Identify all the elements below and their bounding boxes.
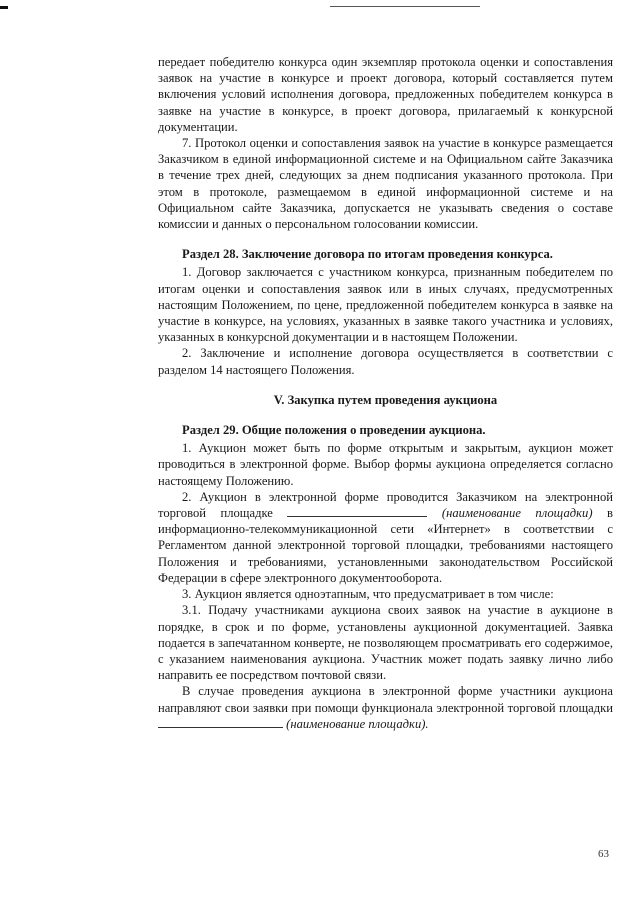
paragraph-continuation: передает победителю конкурса один экземпляр протокола оценки и сопоставления заявок на участие в конкурсе и проект договора, который составляется путем включения условий исполнения договора, предложенных победителем конкурса в заявке на участие в конкурсе, в проект договора, прилагаемый к конкурсной документации. — [158, 55, 613, 134]
electronic-form-paragraph — [158, 683, 613, 732]
item-2-text-end: в информационно-телекоммуникационной сети «Интернет» в соответствии с Регламентом данной электронной торговой площадки, требованиями настоящего Положения и требованиями, установленными законодательством Российской Федерации в сфере электронного документооборота. — [158, 506, 613, 585]
paragraph-7: 7. Протокол оценки и сопоставления заявок на участие в конкурсе размещается Заказчиком в единой информационной системе и на Официальном сайте Заказчика в течение трех дней, следующих за днем подписания указанного протокола. При этом в протоколе, размещаемом в единой информационной системе и на Официальном сайте Заказчика, допускается не указывать сведения о составе комиссии и данных о персональном голосовании комиссии. — [158, 136, 613, 232]
section-29-item-3: 3. Аукцион является одноэтапным, что предусматривает в том числе: — [182, 587, 554, 602]
page-number: 63 — [598, 848, 609, 860]
chapter-5-heading: V. Закупка путем проведения аукциона — [273, 392, 498, 407]
placeholder-platform-name-2: (наименование площадки). — [286, 716, 429, 731]
document-body — [158, 54, 613, 732]
section-28-item-2: 2. Заключение и исполнение договора осуществляется в соответствии с разделом 14 настоящего Положения. — [158, 346, 613, 377]
section-29-item-2 — [158, 489, 613, 586]
blank-line — [158, 716, 283, 728]
placeholder-platform-name: (наименование площадки) — [441, 506, 593, 521]
section-29-item-1: 1. Аукцион может быть по форме открытым и закрытым, аукцион может проводиться в электронной форме. Выбор формы аукциона определяется согласно настоящему Положению. — [158, 441, 613, 488]
item-2-text-start: 2. Аукцион в электронной форме проводится Заказчиком на электронной торговой площадке — [158, 489, 613, 521]
scan-edge-mark — [0, 6, 8, 9]
electronic-text-start: В случае проведения аукциона в электронной форме участники аукциона направляют свои заявки при помощи функционала электронной торговой площадки — [158, 684, 613, 715]
section-28-heading: Раздел 28. Заключение договора по итогам проведения конкурса. — [182, 247, 553, 262]
section-29-item-3-1: 3.1. Подачу участниками аукциона своих заявок на участие в аукционе в порядке, в срок и по форме, установлены аукционной документацией. Заявка подается в запечатанном конверте, не позволяющем просматривать его содержимое, с указанием наименования аукциона. Участник может подать заявку лично либо направить ее посредством почтовой связи. — [158, 603, 613, 683]
section-29-heading: Раздел 29. Общие положения о проведении аукциона. — [182, 423, 486, 438]
section-28-item-1: 1. Договор заключается с участником конкурса, признанным победителем по итогам оценки и сопоставления заявок или в иных случаях, предусмотренных настоящим Положением, по цене, предложенной победителем конкурса в заявке на участие в конкурсе, на условиях, указанных в заявке такого участника и условиях, указанных в конкурсной документации и в настоящем Положении. — [158, 265, 613, 345]
scan-top-line — [330, 6, 480, 7]
blank-line — [287, 505, 427, 517]
